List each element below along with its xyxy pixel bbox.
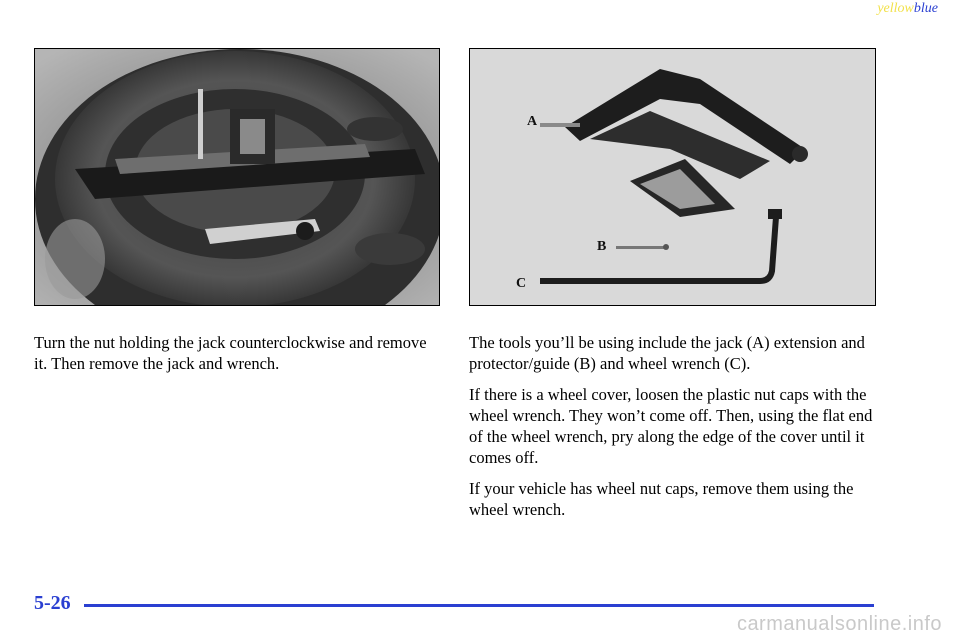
right-paragraph-2: If there is a wheel cover, loosen the plastic nut caps with the wheel wrench. They won’t come off. Then, using the flat end of the wheel wrench, pry along the edge of the cover until it comes off. — [469, 385, 873, 467]
watermark: carmanualsonline.info — [736, 613, 942, 635]
tools-illustration — [470, 49, 875, 305]
color-tag — [877, 1, 938, 17]
right-column-text — [469, 332, 879, 530]
jack-storage-illustration — [35, 49, 439, 305]
jack-storage-photo — [34, 48, 440, 306]
right-paragraph-1: The tools you’ll be using include the jack (A) extension and protector/guide (B) and wheel wrench (C). — [469, 333, 865, 373]
color-tag-blue: blue — [913, 1, 938, 16]
label-a: A — [527, 114, 538, 129]
jack-extension — [540, 123, 580, 127]
left-column-text — [34, 332, 438, 384]
right-paragraph-3: If your vehicle has wheel nut caps, remove them using the wheel wrench. — [469, 479, 854, 519]
left-paragraph-1: Turn the nut holding the jack counterclockwise and remove it. Then remove the jack and wrench. — [34, 333, 427, 373]
page-number: 5-26 — [34, 592, 71, 614]
label-c: C — [516, 276, 527, 291]
tools-photo — [469, 48, 876, 306]
protector-guide — [616, 246, 666, 249]
footer-rule — [84, 604, 874, 607]
label-b: B — [597, 239, 607, 254]
color-tag-yellow: yellow — [877, 1, 914, 16]
